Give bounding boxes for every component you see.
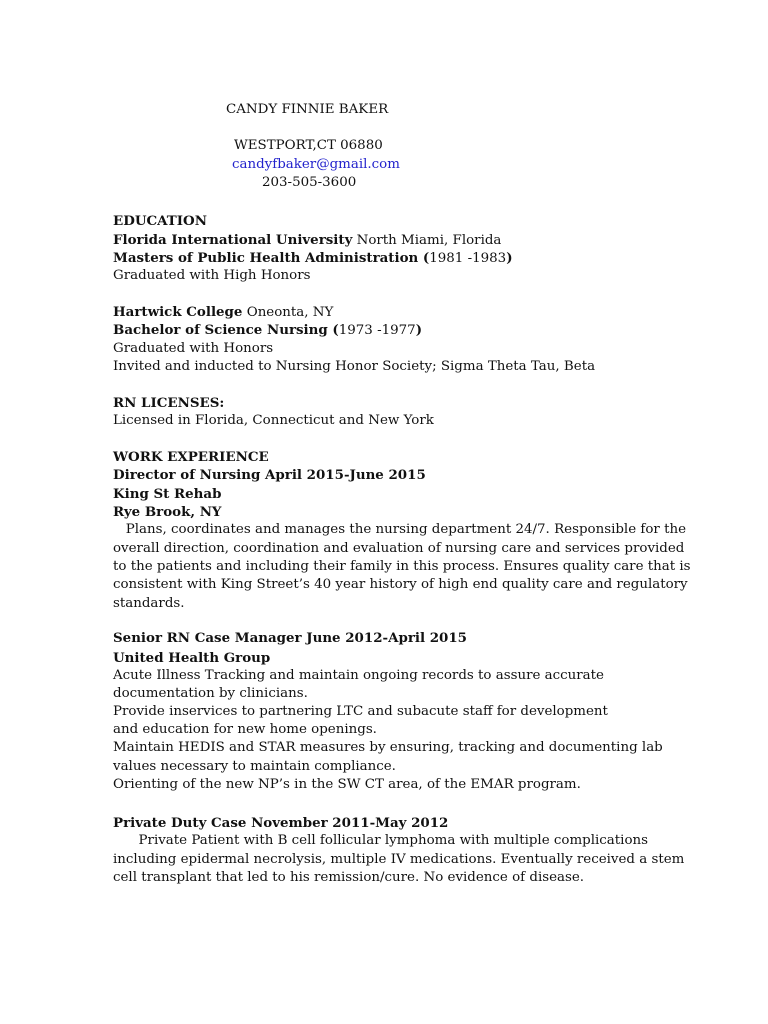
- job1-desc-line: consistent with King Street’s 40 year history of high end quality care and regulatory: [113, 577, 688, 592]
- job2-title: Senior RN Case Manager June 2012-April 2015: [113, 630, 467, 646]
- fiu-degree: Masters of Public Health Administration (: [113, 250, 430, 266]
- job2-desc-line: Provide inservices to partnering LTC and subacute staff for development: [113, 704, 608, 719]
- job1-title: Director of Nursing April 2015-June 2015: [113, 467, 426, 483]
- hartwick-dates: 1973 -1977: [338, 323, 416, 338]
- hartwick-close: ): [415, 322, 423, 338]
- work-heading: WORK EXPERIENCE: [113, 449, 269, 465]
- job1-desc-line: Plans, coordinates and manages the nursing department 24/7. Responsible for the: [113, 522, 686, 537]
- licenses-text: Licensed in Florida, Connecticut and New York: [113, 413, 434, 428]
- hartwick-name: Hartwick College: [113, 304, 243, 320]
- fiu-note: Graduated with High Honors: [113, 268, 311, 283]
- job2-desc-line: Maintain HEDIS and STAR measures by ensuring, tracking and documenting lab: [113, 740, 663, 755]
- job2-desc-line: Orienting of the new NP’s in the SW CT area, of the EMAR program.: [113, 777, 581, 792]
- phone: 203-505-3600: [262, 175, 357, 190]
- job1-org: King St Rehab: [113, 486, 222, 502]
- hartwick-degree: Bachelor of Science Nursing (: [113, 322, 339, 338]
- job2-org: United Health Group: [113, 650, 271, 666]
- job2-desc-line: and education for new home openings.: [113, 722, 377, 737]
- job1-desc-line: standards.: [113, 596, 185, 611]
- fiu-close: ): [506, 250, 513, 266]
- job1-desc-line: overall direction, coordination and evaluation of nursing care and services provided: [113, 541, 685, 556]
- fiu-name: Florida International University: [113, 232, 353, 248]
- job1-location: Rye Brook, NY: [113, 504, 222, 520]
- job3-desc-line: Private Patient with B cell follicular lymphoma with multiple complications: [113, 833, 648, 848]
- job2-desc-line: values necessary to maintain compliance.: [113, 759, 396, 774]
- job3-desc-line: including epidermal necrolysis, multiple IV medications. Eventually received a stem: [113, 852, 685, 867]
- candidate-name: CANDY FINNIE BAKER: [226, 102, 389, 117]
- hartwick-location: Oneonta, NY: [242, 305, 334, 320]
- email-link[interactable]: candyfbaker@gmail.com: [232, 157, 400, 172]
- hartwick-line: [113, 303, 333, 322]
- fiu-degree-line: [113, 249, 513, 268]
- fiu-dates: 1981 -1983: [429, 251, 507, 266]
- job1-desc-line: to the patients and including their family in this process. Ensures quality care that is: [113, 559, 691, 574]
- fiu-line: [113, 231, 501, 250]
- job2-desc-line: documentation by clinicians.: [113, 686, 308, 701]
- job3-title: Private Duty Case November 2011-May 2012: [113, 815, 449, 831]
- education-heading: EDUCATION: [113, 213, 207, 229]
- hartwick-note-honors: Graduated with Honors: [113, 341, 274, 356]
- hartwick-note-society: Invited and inducted to Nursing Honor Society; Sigma Theta Tau, Beta: [113, 359, 596, 374]
- job2-desc-line: Acute Illness Tracking and maintain ongoing records to assure accurate: [113, 668, 604, 683]
- fiu-location: North Miami, Florida: [352, 233, 502, 248]
- hartwick-degree-line: [113, 321, 422, 340]
- job3-desc-line: cell transplant that led to his remission/cure. No evidence of disease.: [113, 870, 585, 885]
- licenses-heading: RN LICENSES:: [113, 395, 225, 411]
- address: WESTPORT,CT 06880: [234, 138, 383, 153]
